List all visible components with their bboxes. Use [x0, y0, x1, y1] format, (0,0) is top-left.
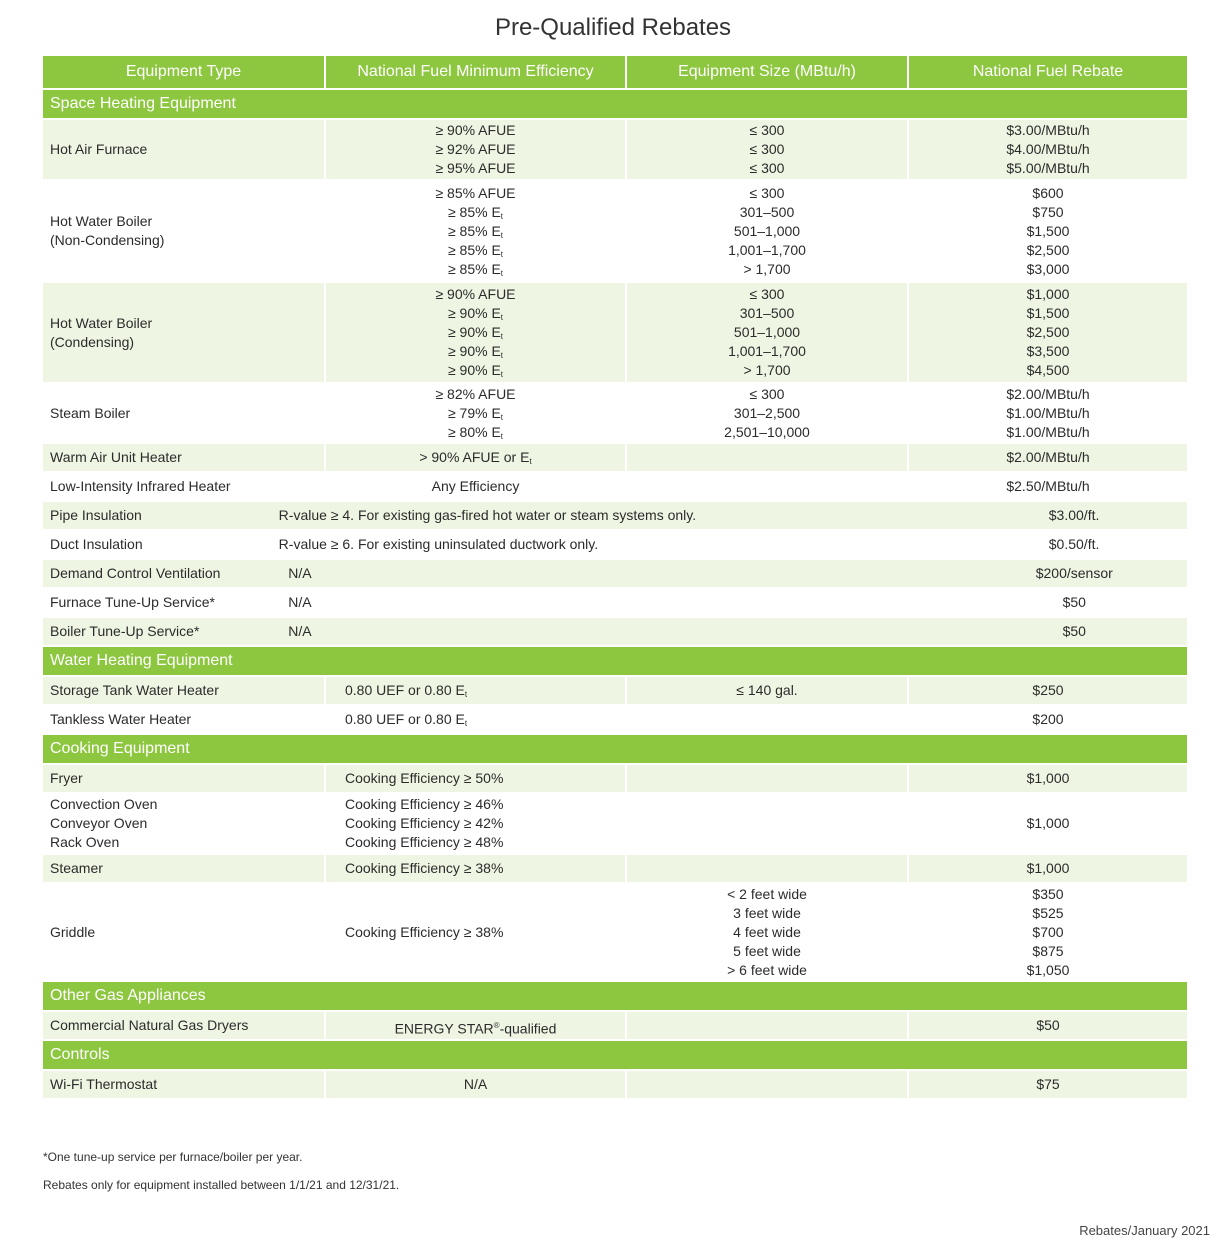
section-space-heating: [43, 88, 1187, 118]
section-label: Other Gas Appliances: [50, 987, 206, 1004]
section-other-gas-appliances: [43, 980, 1187, 1010]
footnote-install-dates: Rebates only for equipment installed between 1/1/21 and 12/31/21.: [43, 1178, 400, 1192]
table-row: [43, 853, 1187, 882]
equipment-size: [625, 1071, 907, 1098]
minimum-efficiency: ≥ 90% AFUE ≥ 90% $E_t$ ≥ 90% $E_t$ ≥ 90% $E_t$ ≥ 90% $E_t$: [324, 283, 625, 382]
minimum-efficiency: ≥ 90% AFUE ≥ 92% AFUE ≥ 95% AFUE: [324, 120, 625, 179]
minimum-efficiency: 0.80 UEF or 0.80 $E_t$: [324, 677, 625, 704]
equipment-size: [625, 794, 907, 853]
rebate-amount: $50: [1062, 623, 1086, 639]
section-cooking: [43, 733, 1187, 763]
header-rebate: National Fuel Rebate: [907, 56, 1187, 88]
equipment-type: Fryer: [50, 770, 83, 786]
table-header: [43, 56, 1187, 88]
equipment-type: Furnace Tune-Up Service*: [50, 594, 215, 610]
rebate-amount: $2.50/MBtu/h: [907, 473, 1187, 500]
section-water-heating: [43, 645, 1187, 675]
header-equipment-type: Equipment Type: [125, 63, 242, 80]
header-minimum-efficiency: National Fuel Minimum Efficiency: [324, 56, 625, 88]
equipment-type: Hot Air Furnace: [50, 141, 148, 157]
equipment-type: Steam Boiler: [50, 404, 131, 421]
rebate-amount: $3.00/ft.: [1048, 507, 1100, 523]
rebate-amount: $250: [907, 677, 1187, 704]
rebate-amount: $2.00/MBtu/h $1.00/MBtu/h $1.00/MBtu/h: [907, 384, 1187, 442]
table-row: [43, 763, 1187, 792]
table-row: [43, 500, 1187, 529]
table-row: [43, 442, 1187, 471]
equipment-type: Wi-Fi Thermostat: [50, 1076, 158, 1092]
section-controls: [43, 1039, 1187, 1069]
equipment-type: Hot Water Boiler (Non-Condensing): [50, 213, 165, 248]
rebate-amount: $200: [907, 706, 1187, 733]
equipment-type: Storage Tank Water Heater: [50, 682, 219, 698]
equipment-type: Griddle: [50, 923, 96, 940]
rebate-amount: $350 $525 $700 $875 $1,050: [907, 884, 1187, 980]
section-label: Water Heating Equipment: [50, 652, 233, 669]
minimum-efficiency: N/A: [288, 623, 312, 639]
equipment-size: [625, 855, 907, 882]
minimum-efficiency: Cooking Efficiency ≥ 46% Cooking Efficiency ≥ 42% Cooking Efficiency ≥ 48%: [324, 794, 625, 853]
table-row: [43, 587, 1187, 616]
table-row: [43, 1010, 1187, 1039]
table-row: [43, 281, 1187, 382]
table-row: [43, 616, 1187, 645]
rebate-amount: $1,000 $1,500 $2,500 $3,500 $4,500: [907, 283, 1187, 382]
minimum-efficiency: 0.80 UEF or 0.80 $E_t$: [324, 706, 625, 733]
table-row: [43, 382, 1187, 442]
section-label: Cooking Equipment: [50, 740, 190, 757]
rebate-table: [43, 56, 1187, 1098]
rebate-amount: $1,000: [907, 765, 1187, 792]
rebate-amount: $1,000: [907, 855, 1187, 882]
equipment-type: Low-Intensity Infrared Heater: [50, 478, 231, 494]
equipment-type: Hot Water Boiler (Condensing): [50, 314, 153, 350]
equipment-size: ≤ 300 301–500 501–1,000 1,001–1,700 > 1,700: [625, 283, 907, 382]
minimum-efficiency: N/A: [288, 565, 312, 581]
minimum-efficiency: N/A: [288, 594, 312, 610]
equipment-size: < 2 feet wide 3 feet wide 4 feet wide 5 feet wide > 6 feet wide: [625, 884, 907, 980]
equipment-size: [625, 1012, 907, 1039]
equipment-type: Demand Control Ventilation: [50, 565, 221, 581]
table-row: [43, 882, 1187, 980]
section-label: Controls: [50, 1046, 110, 1063]
table-row: [43, 179, 1187, 281]
minimum-efficiency: Cooking Efficiency ≥ 38%: [324, 855, 625, 882]
equipment-size: [625, 444, 907, 471]
minimum-efficiency: Cooking Efficiency ≥ 50%: [324, 765, 625, 792]
page-footer-label: Rebates/January 2021: [1079, 1223, 1210, 1238]
minimum-efficiency: Cooking Efficiency ≥ 38%: [324, 884, 625, 980]
equipment-type: Commercial Natural Gas Dryers: [50, 1017, 249, 1033]
rebate-amount: $200/sensor: [1035, 565, 1113, 581]
table-row: [43, 675, 1187, 704]
minimum-efficiency: ≥ 82% AFUE ≥ 79% $E_t$ ≥ 80% $E_t$: [324, 384, 625, 442]
table-row: [43, 558, 1187, 587]
table-row: [43, 118, 1187, 179]
equipment-size: ≤ 300 ≤ 300 ≤ 300: [625, 120, 907, 179]
section-label: Space Heating Equipment: [50, 95, 236, 112]
equipment-type: Warm Air Unit Heater: [50, 449, 182, 465]
equipment-size: ≤ 300 301–2,500 2,501–10,000: [625, 384, 907, 442]
rebate-amount: $0.50/ft.: [1048, 536, 1100, 552]
rebate-amount: $1,000: [907, 794, 1187, 853]
footnote-tune-up: *One tune-up service per furnace/boiler per year.: [43, 1150, 303, 1164]
rebate-amount: $50: [1062, 594, 1086, 610]
minimum-efficiency: ENERGY STAR®-qualified: [324, 1012, 625, 1039]
table-row: [43, 704, 1187, 733]
header-equipment-size: Equipment Size (MBtu/h): [625, 56, 907, 88]
minimum-efficiency: Any Efficiency: [324, 473, 625, 500]
equipment-size: [625, 473, 907, 500]
minimum-efficiency: > 90% AFUE or $E_t$: [324, 444, 625, 471]
rebate-amount: $2.00/MBtu/h: [907, 444, 1187, 471]
equipment-size: ≤ 300 301–500 501–1,000 1,001–1,700 > 1,700: [625, 181, 907, 281]
rebate-amount: $75: [907, 1071, 1187, 1098]
rebate-amount: $600 $750 $1,500 $2,500 $3,000: [907, 181, 1187, 281]
page-title: Pre-Qualified Rebates: [494, 14, 732, 41]
equipment-type: Tankless Water Heater: [50, 711, 192, 727]
rebate-amount: $50: [907, 1012, 1187, 1039]
equipment-type: Duct Insulation: [50, 536, 143, 552]
equipment-type: Pipe Insulation: [50, 507, 142, 523]
minimum-efficiency: R-value ≥ 6. For existing uninsulated ductwork only.: [278, 536, 599, 552]
minimum-efficiency: R-value ≥ 4. For existing gas-fired hot water or steam systems only.: [278, 507, 697, 523]
minimum-efficiency: N/A: [324, 1071, 625, 1098]
equipment-size: ≤ 140 gal.: [625, 677, 907, 704]
table-row: [43, 529, 1187, 558]
table-row: [43, 792, 1187, 853]
table-row: [43, 1069, 1187, 1098]
equipment-size: [625, 765, 907, 792]
table-row: [43, 471, 1187, 500]
minimum-efficiency: ≥ 85% AFUE ≥ 85% $E_t$ ≥ 85% $E_t$ ≥ 85% $E_t$ ≥ 85% $E_t$: [324, 181, 625, 281]
equipment-type: Steamer: [50, 860, 103, 876]
equipment-type: Convection Oven Conveyor Oven Rack Oven: [50, 796, 158, 850]
rebate-amount: $3.00/MBtu/h $4.00/MBtu/h $5.00/MBtu/h: [907, 120, 1187, 179]
equipment-type: Boiler Tune-Up Service*: [50, 623, 200, 639]
equipment-size: [625, 706, 907, 733]
